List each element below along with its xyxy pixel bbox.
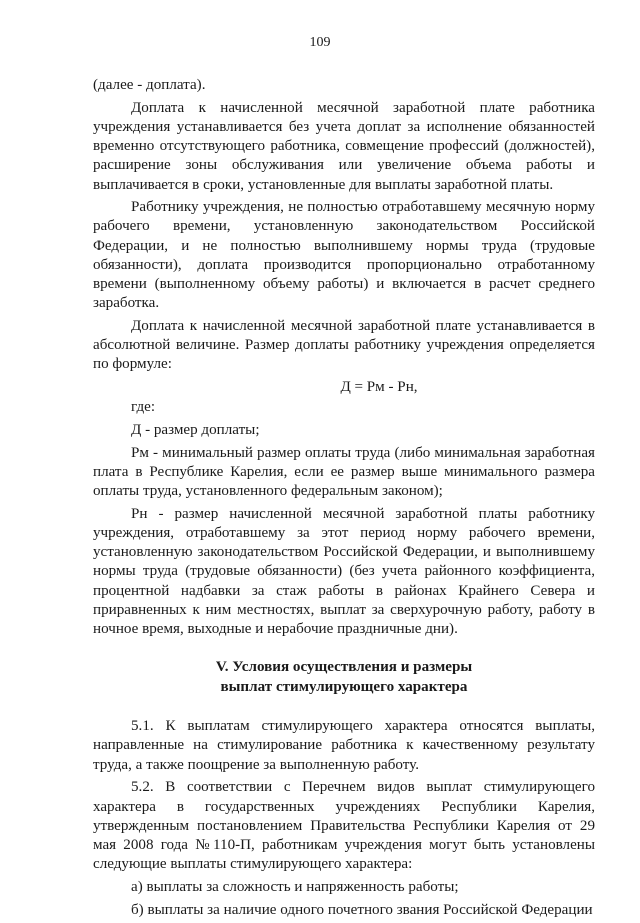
paragraph: 5.1. К выплатам стимулирующего характера относятся выплаты, направленные на стимулирование работника к качественному результату труда, а также поощрение за выполненную работу. (93, 718, 595, 773)
paragraph: (далее - доплата). (93, 77, 206, 93)
paragraph: Доплата к начисленной месячной заработной плате работника учреждения устанавливается без учета доплат за исполнение обязанностей временно отсутствующего работника, совмещение профессий (должностей), расширение зоны обслуживания или увеличение объема работы и выплачивается в сроки, установленные для выплаты заработной платы. (93, 99, 595, 193)
definition: Рм - минимальный размер оплаты труда (либо минимальная заработная плата в Республике Карелия, если ее размер выше минимального размера оплаты труда, установленного федеральным законом); (93, 444, 595, 500)
paragraph: Доплата к начисленной месячной заработной плате устанавливается в абсолютной величине. Размер доплаты работнику учреждения определяется по формуле: (93, 317, 595, 373)
section-heading-line: V. Условия осуществления и размеры (215, 659, 473, 676)
paragraph: 5.2. В соответствии с Перечнем видов выплат стимулирующего характера в государственных учреждениях Республики Карелия, утвержденным постановлением Правительства Республики Карелия от 29 мая 2008 года №110-П, работникам учреждения могут быть установлены следующие выплаты стимулирующего характера: (93, 779, 595, 873)
page-number: 109 (309, 35, 331, 50)
where-label: где: (131, 399, 156, 416)
section-heading-line: выплат стимулирующего характера (220, 679, 468, 696)
list-item: а) выплаты за сложность и напряженность работы; (131, 878, 459, 895)
section-heading (93, 657, 595, 697)
list-item: б) выплаты за наличие одного почетного звания Российской Федерации (131, 901, 593, 918)
definition: Д - размер доплаты; (131, 421, 260, 438)
document-body (93, 76, 595, 923)
definition: Рн - размер начисленной месячной заработной платы работнику учреждения, отработавшему за этот период норму рабочего времени, установленную законодательством Российской Федерации, и выполнившему нормы труда (трудовые обязанности) (без учета районного коэффициента, процентной надбавки за стаж работы в районах Крайнего Севера и приравненных к ним местностях, выплат за сверхурочную работу, работу в ночное время, выходные и нерабочие праздничные дни). (93, 505, 595, 637)
formula: Д = Рм - Рн, (340, 379, 418, 396)
paragraph: Работнику учреждения, не полностью отработавшему месячную норму рабочего времени, установленную законодательством Российской Федерации, и не полностью выполнившему нормы труда (трудовые обязанности), доплата производится пропорционально отработанному времени (выполненному объему работы) и включается в расчет среднего заработка. (93, 199, 595, 312)
